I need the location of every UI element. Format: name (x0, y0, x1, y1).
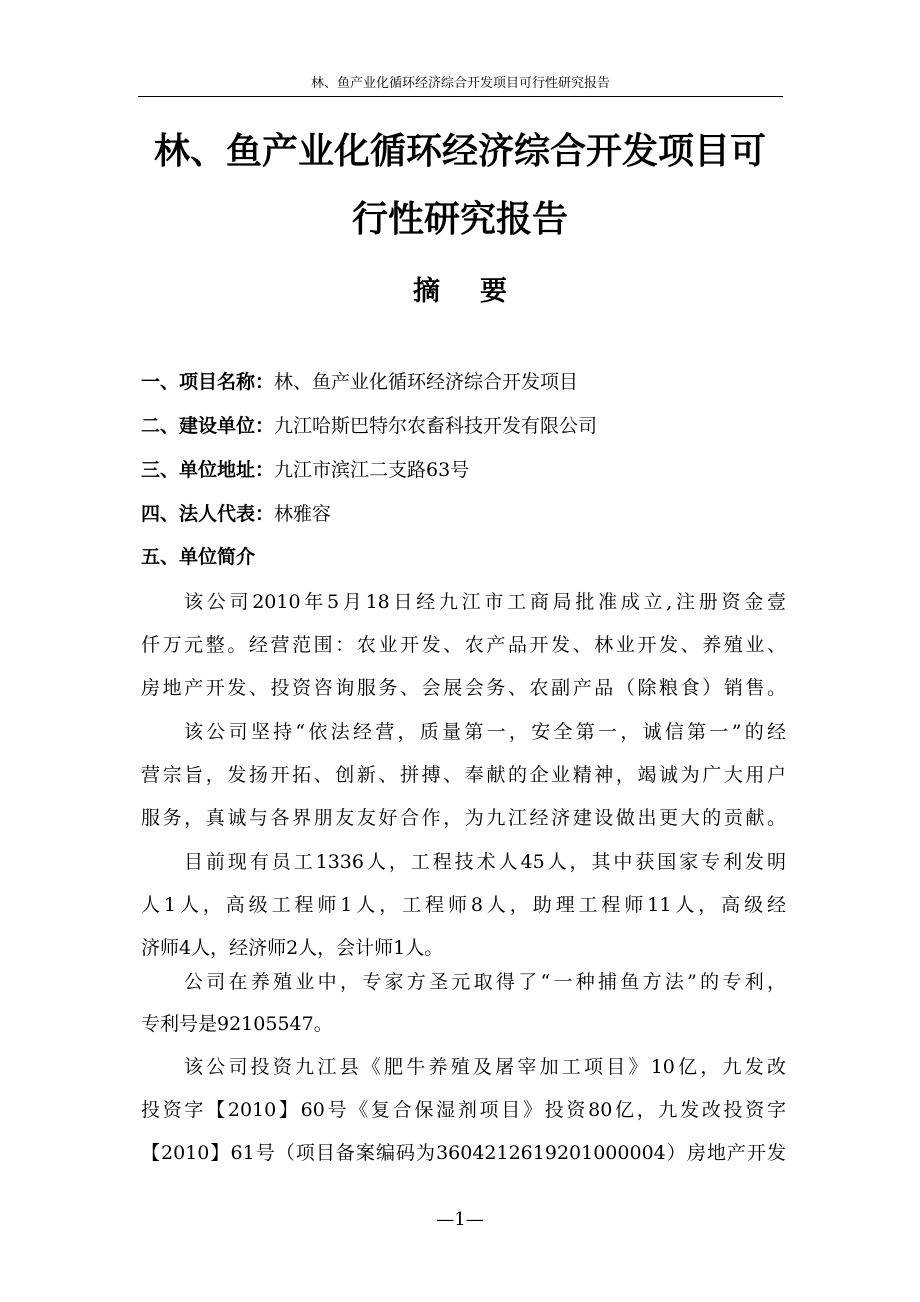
body-line: 投资字【2010】60号《复合保湿剂项目》投资80亿，九发改投资字 (141, 1099, 786, 1121)
item-value: 九江市滨江二支路63号 (274, 459, 470, 481)
item-legal-representative (141, 499, 786, 529)
body-line: 该公司坚持“依法经营，质量第一，安全第一，诚信第一”的经 (184, 721, 786, 743)
item-value: 林、鱼产业化循环经济综合开发项目 (274, 371, 579, 393)
document-title-line-2: 行性研究报告 (351, 199, 568, 240)
body-line: 该公司2010年5月18日经九江市工商局批准成立,注册资金壹 (184, 591, 786, 613)
body-line: 目前现有员工1336人，工程技术人45人，其中获国家专利发明 (184, 851, 786, 873)
body-line: 济师4人，经济师2人，会计师1人。 (141, 937, 444, 959)
item-value: 林雅容 (274, 503, 332, 525)
body-line: 【2010】61号（项目备案编码为3604212619201000004）房地产开发 (141, 1142, 786, 1164)
item-unit-address (141, 455, 786, 485)
item-project-name (141, 367, 786, 397)
item-construction-unit (141, 411, 786, 441)
abstract-heading: 摘要 (413, 276, 547, 307)
body-line: 该公司投资九江县《肥牛养殖及屠宰加工项目》10亿，九发改 (184, 1056, 786, 1078)
body-line: 房地产开发、投资咨询服务、会展会务、农副产品（除粮食）销售。 (141, 677, 786, 699)
body-line: 公司在养殖业中，专家方圣元取得了“一种捕鱼方法”的专利， (184, 971, 786, 993)
header-rule (138, 96, 783, 97)
page-number: —1— (436, 1209, 484, 1230)
item-value: 九江哈斯巴特尔农畜科技开发有限公司 (274, 415, 598, 437)
item-label: 一、项目名称： (141, 371, 275, 393)
body-line: 人1人，高级工程师1人，工程师8人，助理工程师11人，高级经 (141, 894, 786, 916)
body-line: 仟万元整。经营范围：农业开发、农产品开发、林业开发、养殖业、 (141, 634, 786, 656)
body-line: 专利号是92105547。 (141, 1013, 333, 1035)
item-label: 二、建设单位： (141, 415, 275, 437)
body-line: 营宗旨，发扬开拓、创新、拼搏、奉献的企业精神，竭诚为广大用户 (141, 764, 786, 786)
body-line: 服务，真诚与各界朋友友好合作，为九江经济建设做出更大的贡献。 (141, 807, 786, 829)
document-title-line-1: 林、鱼产业化循环经济综合开发项目可 (153, 131, 766, 172)
running-header: 林、鱼产业化循环经济综合开发项目可行性研究报告 (310, 76, 610, 91)
item-label: 五、单位简介 (141, 546, 256, 568)
item-label: 四、法人代表： (141, 503, 275, 525)
item-label: 三、单位地址： (141, 459, 275, 481)
item-unit-profile (141, 542, 786, 572)
